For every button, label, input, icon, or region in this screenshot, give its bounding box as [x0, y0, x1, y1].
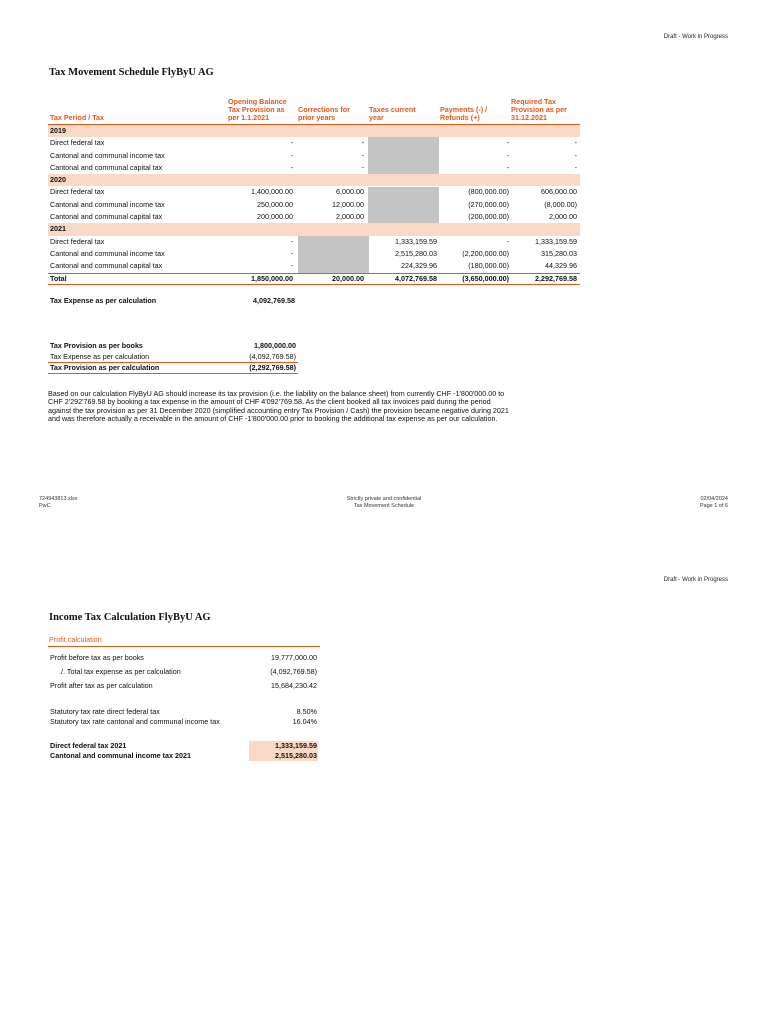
col-payments-header: Payments (-) / Refunds (+) — [440, 105, 488, 122]
footer-right — [700, 496, 728, 509]
table-row: Direct federal tax 1,400,000.00 6,000.00 (800,000.00) 606,000.00 — [50, 187, 577, 197]
tax-expense-value: 4,092,769.58 — [253, 296, 295, 305]
col-corrections-header: Corrections for prior years — [298, 105, 350, 122]
year-row-2020: 2020 — [48, 174, 580, 186]
table-row: Cantonal and communal capital tax 200,000.00 2,000.00 (200,000.00) 2,000.00 — [50, 212, 577, 222]
provision-calc-row: Tax Provision as per calculation (2,292,769.58) — [50, 363, 296, 372]
table-row: Direct federal tax - 1,333,159.59 - 1,333,159.59 — [50, 236, 577, 246]
tax-movement-table — [48, 95, 580, 285]
table-row: Profit before tax as per books 19,777,000.00 — [50, 653, 317, 662]
table-row: Direct federal tax - - - - — [50, 138, 577, 148]
result-row: Cantonal and communal income tax 2021 2,515,280.03 — [50, 751, 317, 760]
table-row: Cantonal and communal income tax - - - - — [50, 150, 577, 160]
year-row-2021: 2021 — [48, 223, 580, 235]
footer-confidential: Strictly private and confidential — [346, 496, 422, 502]
total-row: Total 1,850,000.00 20,000.00 4,072,769.58 (3,650,000.00) 2,292,769.58 — [48, 273, 580, 285]
explanation-paragraph: Based on our calculation FlyByU AG should increase its tax provision (i.e. the liability on the balance sheet) from currently CHF -1'800'000.00 to CHF 2'292'769.58 by booking a tax expense in the amount of CHF 4'092'769.58. As the client booked all tax invoices paid during the period against the tax provision as per 31 December 2020 (simplified accounting entry Tax Provision / Cash) the provision became negative during 2021 and was therefore actually a receivable in the amount of CHF -1'800'000.00 prior to booking the additional tax expense as per our calculation. — [48, 389, 509, 423]
provision-books-row: Tax Provision as per books 1,800,000.00 — [50, 341, 296, 350]
tax-expense-label: Tax Expense as per calculation — [50, 296, 157, 305]
page-title-2: Income Tax Calculation FlyByU AG — [49, 612, 211, 623]
table-row: Profit after tax as per calculation 15,684,230.42 — [50, 681, 317, 690]
footer-sheet: Tax Movement Schedule — [353, 502, 415, 509]
income-tax-calculation — [48, 634, 320, 761]
result-row: Direct federal tax 2021 1,333,159.59 — [50, 741, 317, 750]
draft-label-2: Draft - Work in Progress — [663, 577, 728, 583]
col-current-header: Taxes current year — [369, 105, 416, 122]
rate-row: Statutory tax rate direct federal tax 8.50% — [50, 707, 317, 716]
table-row: Cantonal and communal income tax 250,000.00 12,000.00 (270,000.00) (8,000.00) — [50, 199, 577, 209]
table-header — [48, 95, 580, 125]
table-row: Cantonal and communal income tax - 2,515,280.03 (2,200,000.00) 315,280.03 — [50, 248, 577, 258]
footer-left — [39, 496, 78, 509]
year-row-2019: 2019 — [48, 125, 580, 137]
footer-page: Page 1 of 6 — [699, 502, 728, 509]
page-title: Tax Movement Schedule FlyByU AG — [49, 67, 214, 78]
table-body — [48, 125, 580, 285]
footer-company: PwC — [39, 502, 51, 509]
footer-date: 02/04/2024 — [700, 496, 728, 502]
col-required-header: Required Tax Provision as per 31.12.2021 — [511, 97, 567, 122]
table-row: Cantonal and communal capital tax - 224,329.96 (180,000.00) 44,329.96 — [50, 261, 577, 271]
section-header: Profit calculation — [48, 634, 320, 647]
footer-file: 724943813.xlsx — [39, 496, 78, 502]
table-row: Cantonal and communal capital tax - - - - — [50, 162, 577, 172]
provision-expense-row: Tax Expense as per calculation (4,092,769.58) — [50, 352, 296, 361]
footer-center — [284, 496, 484, 509]
table-row: ./. Total tax expense as per calculation (4,092,769.58) — [59, 667, 317, 676]
provision-block — [48, 340, 298, 374]
draft-label: Draft - Work in Progress — [663, 34, 728, 40]
rate-row: Statutory tax rate cantonal and communal income tax 16.04% — [50, 717, 317, 726]
col-opening-header: Opening Balance Tax Provision as per 1.1.2021 — [228, 97, 287, 122]
col-period-header: Tax Period / Tax — [50, 113, 105, 122]
